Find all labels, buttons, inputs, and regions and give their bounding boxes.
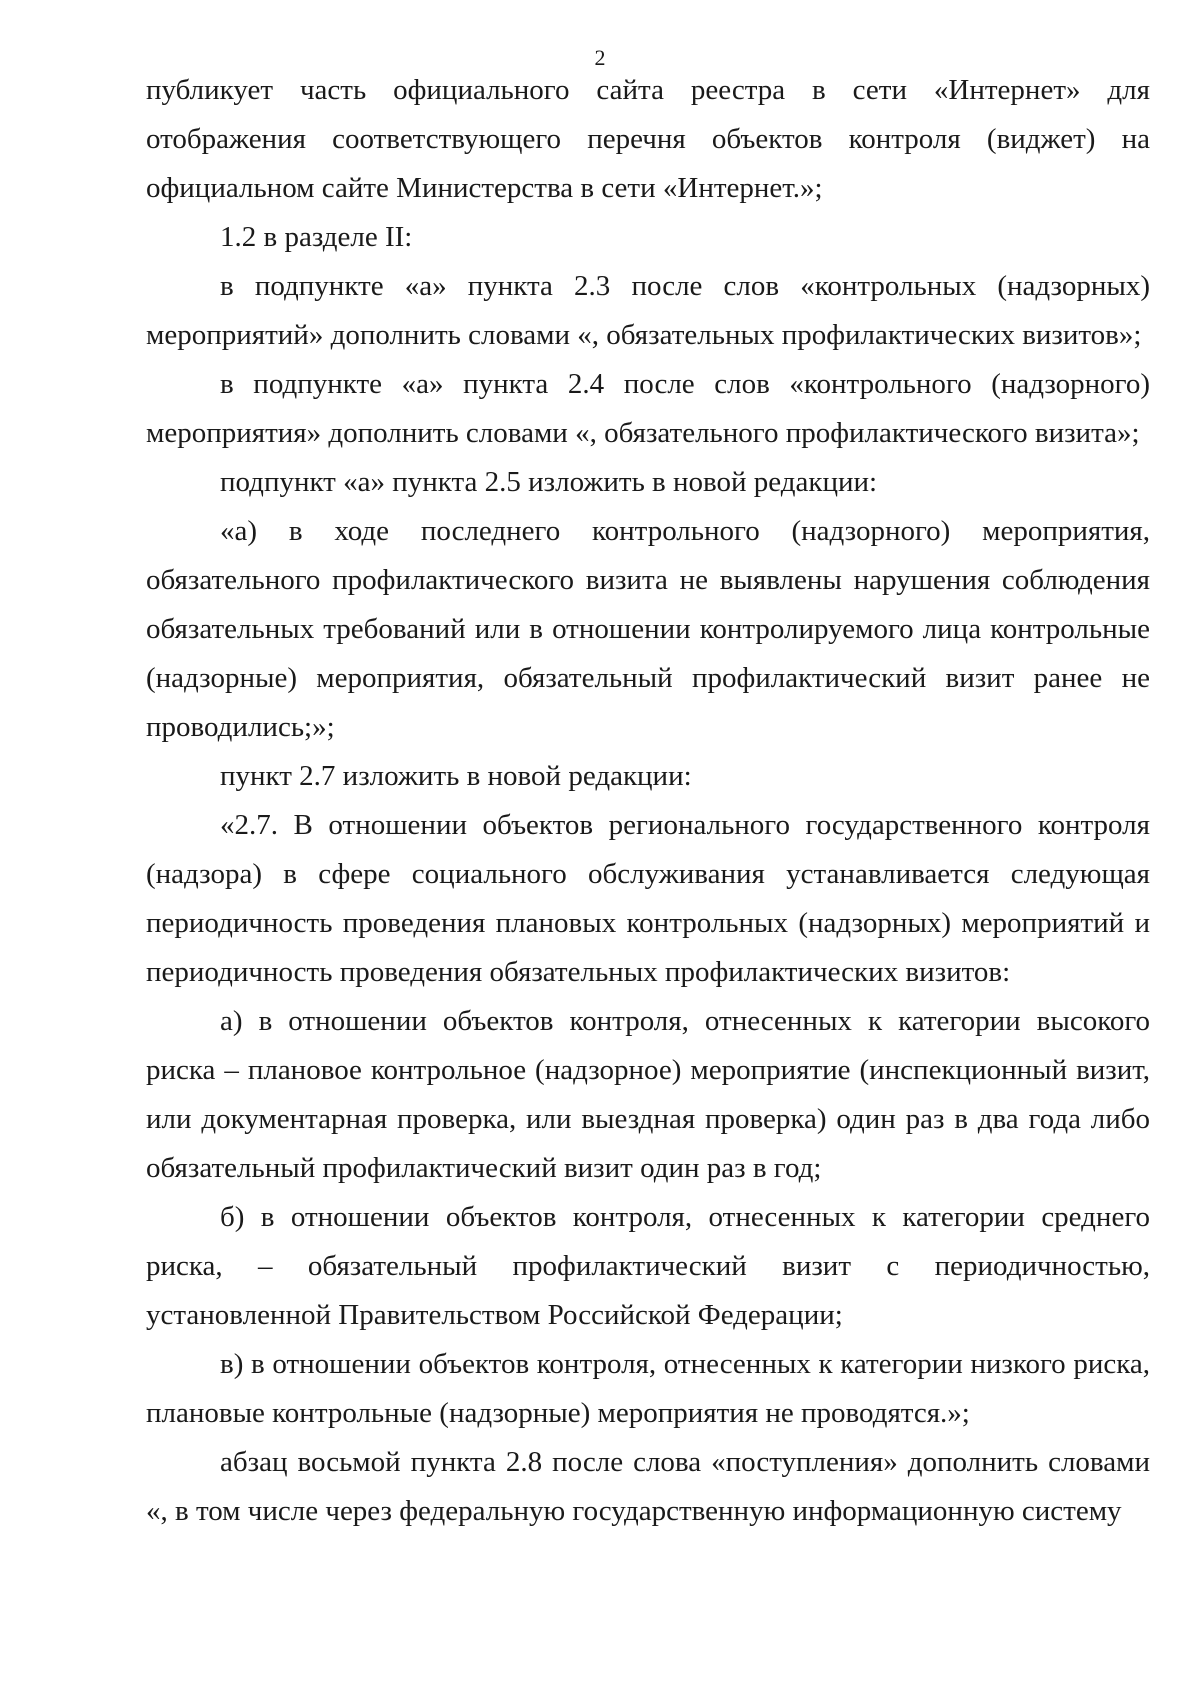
document-body xyxy=(146,66,1150,1536)
paragraph: «2.7. В отношении объектов регионального государственного контроля (надзора) в сфере социального обслуживания устанавливается следующая периодичность проведения плановых контрольных (надзорных) мероприятий и периодичность проведения обязательных профилактических визитов: xyxy=(146,809,1150,988)
paragraph: «а) в ходе последнего контрольного (надзорного) мероприятия, обязательного профилактического визита не выявлены нарушения соблюдения обязательных требований или в отношении контролируемого лица контрольные (надзорные) мероприятия, обязательный профилактический визит ранее не проводились;»; xyxy=(146,515,1150,743)
paragraph: подпункт «а» пункта 2.5 изложить в новой редакции: xyxy=(220,466,878,498)
page-number: 2 xyxy=(594,45,606,70)
paragraph: в) в отношении объектов контроля, отнесенных к категории низкого риска, плановые контрольные (надзорные) мероприятия не проводятся.»; xyxy=(146,1348,1150,1429)
paragraph: а) в отношении объектов контроля, отнесенных к категории высокого риска – плановое контрольное (надзорное) мероприятие (инспекционный визит, или документарная проверка, или выездная проверка) один раз в два года либо обязательный профилактический визит один раз в год; xyxy=(146,1005,1150,1184)
paragraph: б) в отношении объектов контроля, отнесенных к категории среднего риска, – обязательный профилактический визит с периодичностью, установленной Правительством Российской Федерации; xyxy=(146,1201,1150,1331)
paragraph: в подпункте «а» пункта 2.3 после слов «контрольных (надзорных) мероприятий» дополнить словами «, обязательных профилактических визитов»; xyxy=(146,270,1150,351)
paragraph: пункт 2.7 изложить в новой редакции: xyxy=(220,760,692,792)
paragraph: в подпункте «а» пункта 2.4 после слов «контрольного (надзорного) мероприятия» дополнить словами «, обязательного профилактического визита»; xyxy=(146,368,1150,449)
paragraph: абзац восьмой пункта 2.8 после слова «поступления» дополнить словами «, в том числе через федеральную государственную информационную систему xyxy=(146,1446,1150,1527)
paragraph: 1.2 в разделе II: xyxy=(220,221,413,253)
paragraph: публикует часть официального сайта реестра в сети «Интернет» для отображения соответствующего перечня объектов контроля (виджет) на официальном сайте Министерства в сети «Интернет.»; xyxy=(146,74,1150,204)
